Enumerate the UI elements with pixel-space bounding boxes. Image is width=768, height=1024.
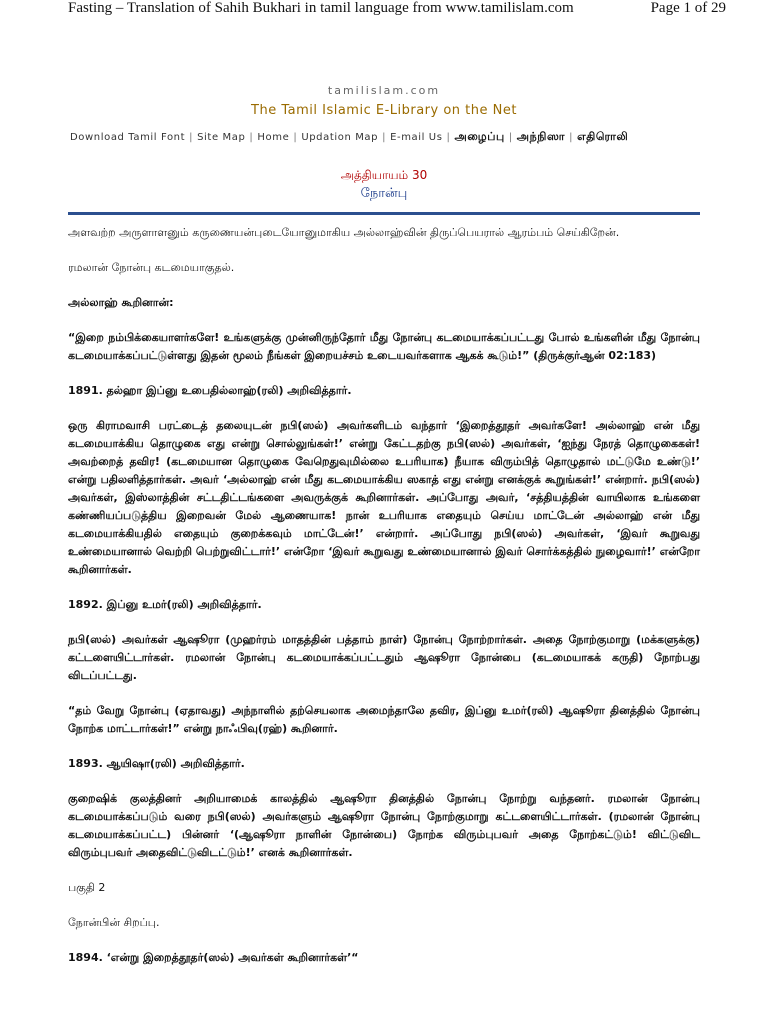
page-number: Page 1 of 29 bbox=[650, 0, 726, 16]
chapter-title: நோன்பு bbox=[360, 186, 408, 201]
part-title: நோன்பின் சிறப்பு. bbox=[68, 916, 160, 929]
part-label: பகுதி 2 bbox=[68, 881, 106, 894]
nav-azhaippu[interactable]: அழைப்பு bbox=[454, 130, 505, 143]
nav-separator: | bbox=[446, 132, 451, 143]
document-body bbox=[68, 224, 700, 984]
nav-home[interactable]: Home bbox=[257, 132, 290, 143]
nav-bar bbox=[70, 130, 730, 145]
nav-separator: | bbox=[508, 132, 513, 143]
hadith-note-1892: “தம் வேறு நோன்பு (ஏதாவது) அந்நாளில் தற்செயலாக அமைந்தாலே தவிர, இப்னு உமர்(ரலி) ஆஷூரா தினத்தில் நோன்பு நோற்க மாட்டார்கள்!” என்று நாஃபிவு(ரஹ்) கூறினார். bbox=[68, 704, 700, 735]
chapter-heading bbox=[0, 168, 768, 202]
nav-separator: | bbox=[293, 132, 298, 143]
nav-email-us[interactable]: E-mail Us bbox=[390, 132, 443, 143]
nav-separator: | bbox=[382, 132, 387, 143]
hadith-number-1892: 1892. இப்னு உமர்(ரலி) அறிவித்தார். bbox=[68, 598, 262, 611]
nav-download-tamil-font[interactable]: Download Tamil Font bbox=[70, 132, 186, 143]
hadith-number-1894: 1894. ‘என்று இறைத்தூதர்(ஸல்) அவர்கள் கூறினார்கள்’“ bbox=[68, 951, 359, 964]
site-name: tamilislam.com bbox=[327, 84, 441, 97]
nav-site-map[interactable]: Site Map bbox=[197, 132, 246, 143]
nav-separator: | bbox=[569, 132, 574, 143]
quote-intro: அல்லாஹ் கூறினான்: bbox=[68, 296, 174, 309]
nav-separator: | bbox=[249, 132, 254, 143]
site-tagline: The Tamil Islamic E-Library on the Net bbox=[251, 103, 517, 118]
nav-ethiroli[interactable]: எதிரொலி bbox=[577, 130, 629, 143]
hadith-text-1892: நபி(ஸல்) அவர்கள் ஆஷூரா (முஹர்ரம் மாதத்தின் பத்தாம் நாள்) நோன்பு நோற்றார்கள். அதை நோற்குமாறு (மக்களுக்கு) கட்டளையிட்டார்கள். ரமலான் நோன்பு கடமையாக்கப்பட்டதும் ஆஷூரா நோன்பை (கடமையாகக் கருதி) நோற்பது விடப்பட்டது. bbox=[68, 633, 700, 682]
hadith-text-1891: ஒரு கிராமவாசி பரட்டைத் தலையுடன் நபி(ஸல்) அவர்களிடம் வந்தார் ‘இறைத்தூதர் அவர்களே! அல்லாஹ் என் மீது கடமையாக்கிய தொழுகை எது என்று சொல்லுங்கள்!’ என்று கேட்டதற்கு நபி(ஸல்) அவர்கள், ‘ஐந்து நேரத் தொழுகைகள்! அவற்றைத் தவிர! (கடமையான தொழுகை வேறெதுவுமில்லை உபரியாக) நீயாக விரும்பித் தொழுதால் மட்டுமே உண்டு!’ என்று பதிலளித்தார்கள். அவர் ‘அல்லாஹ் என் மீது கடமையாக்கிய ஸகாத் எது என்று எனக்குக் கூறுங்கள்!’ என்றார். நபி(ஸல்) அவர்கள், இஸ்லாத்தின் சட்டதிட்டங்களை அவருக்குக் கூறினார்கள். அப்போது அவர், ‘சத்தியத்தின் வாயிலாக உங்களை கண்ணியப்படுத்திய இறைவன் மேல் ஆணையாக! நான் உபரியாக எதையும் செய்ய மாட்டேன் அல்லாஹ் என் மீது கடமையாக்கியதில் எதையும் குறைக்கவும் மாட்டேன்!’ என்றார். அப்போது நபி(ஸல்) அவர்கள், ‘இவர் கூறுவது உண்மையானால் வெற்றி பெற்றுவிட்டார்!’ என்றோ ‘இவர் கூறுவது உண்மையானால் இவர் சொர்க்கத்தில் நுழைவார்!’ என்றோ கூறினார்கள். bbox=[68, 419, 700, 576]
section-heading: ரமலான் நோன்பு கடமையாகுதல். bbox=[68, 261, 235, 274]
document-title: Fasting – Translation of Sahih Bukhari in tamil language from www.tamilislam.com bbox=[68, 0, 574, 16]
nav-annisa[interactable]: அந்நிஸா bbox=[516, 130, 566, 143]
chapter-number: அத்தியாயம் 30 bbox=[340, 168, 428, 182]
divider-rule bbox=[68, 212, 700, 215]
running-header bbox=[0, 0, 768, 24]
quran-quote: “இறை நம்பிக்கையாளர்களே! உங்களுக்கு முன்னிருந்தோர் மீது நோன்பு கடமையாக்கப்பட்டது போல் உங்களின் மீது நோன்பு கடமையாக்கப்பட்டுள்ளது இதன் மூலம் நீங்கள் இறையச்சம் உடையவர்களாக ஆகக் கூடும்!” (திருக்குர்ஆன் 02:183) bbox=[68, 331, 700, 362]
hadith-number-1893: 1893. ஆயிஷா(ரலி) அறிவித்தார். bbox=[68, 757, 245, 770]
nav-updation-map[interactable]: Updation Map bbox=[301, 132, 379, 143]
hadith-number-1891: 1891. தல்ஹா இப்னு உபைதில்லாஹ்(ரலி) அறிவித்தார். bbox=[68, 384, 352, 397]
site-header bbox=[0, 84, 768, 118]
bismillah-paragraph: அளவற்ற அருளாளனும் கருணையன்புடையோனுமாகிய அல்லாஹ்வின் திருப்பெயரால் ஆரம்பம் செய்கிறேன். bbox=[68, 226, 620, 239]
hadith-text-1893: குறைஷிக் குலத்தினர் அறியாமைக் காலத்தில் ஆஷூரா தினத்தில் நோன்பு நோற்று வந்தனர். ரமலான் நோன்பு கடமையாக்கப்படும் வரை நபி(ஸல்) அவர்களும் ஆஷூரா நோன்பு நோற்குமாறு கட்டளையிட்டார்கள். (ரமலான் நோன்பு கடமையாக்கப்பட்ட) பின்னர் ‘(ஆஷூரா நாளின் நோன்பை) நோற்க விரும்புபவர் அதை நோற்கட்டும்! விட்டுவிட விரும்புபவர் அதைவிட்டுவிடட்டும்!’ எனக் கூறினார்கள். bbox=[68, 792, 700, 859]
nav-separator: | bbox=[189, 132, 194, 143]
